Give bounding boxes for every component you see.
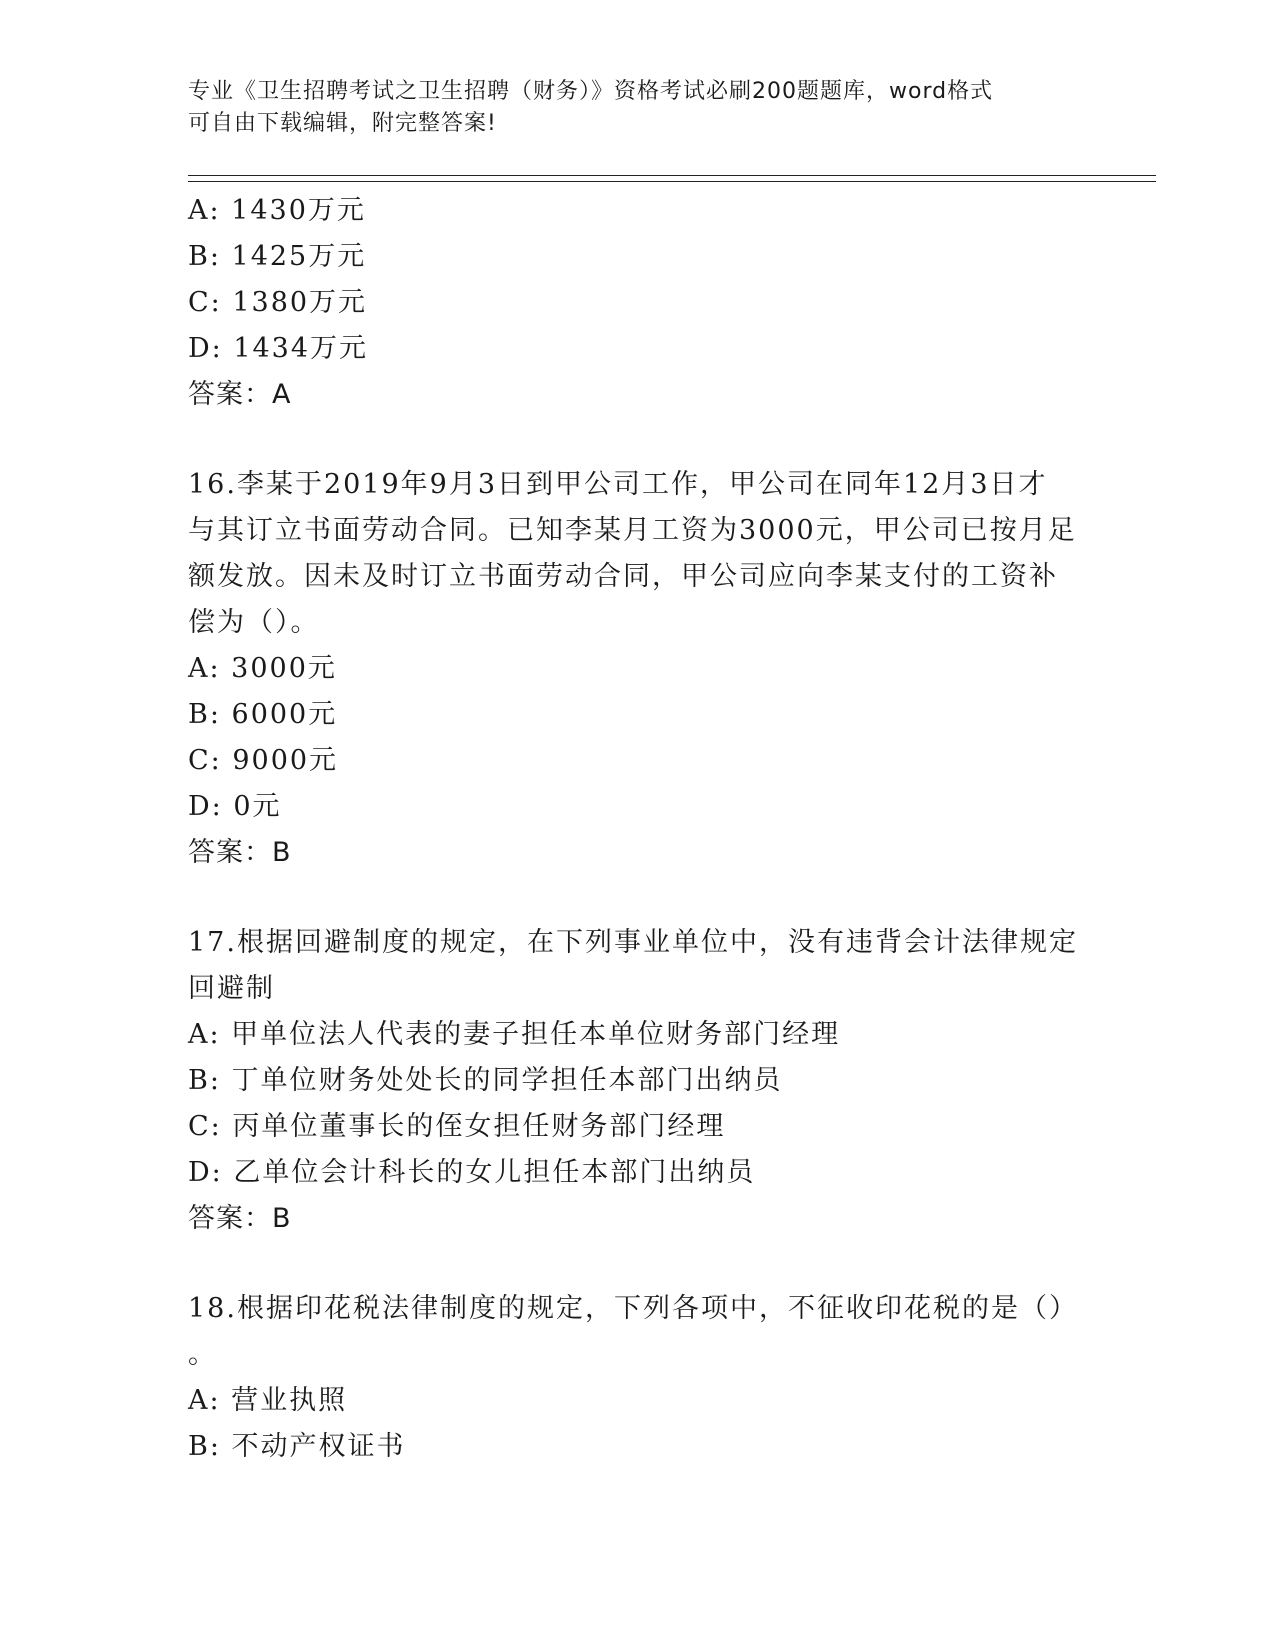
option-d: D: 乙单位会计科长的女儿担任本部门出纳员 [188,1157,756,1188]
question-stem-line: 。 [188,1339,217,1370]
question-18 [188,1286,1088,1470]
question-stem-line: 18.根据印花税法律制度的规定，下列各项中，不征收印花税的是（） [188,1293,1078,1324]
option-b: B: 1425万元 [188,241,367,272]
question-stem-line: 16.李某于2019年9月3日到甲公司工作，甲公司在同年12月3日才 [188,469,1048,500]
header-title-line-1: 专业《卫生招聘考试之卫生招聘（财务）》资格考试必刷200题题库，word格式 [188,79,994,104]
question-16 [188,462,1088,876]
option-d: D: 0元 [188,791,282,822]
option-a: A: 甲单位法人代表的妻子担任本单位财务部门经理 [188,1019,841,1050]
option-c: C: 丙单位董事长的侄女担任财务部门经理 [188,1111,726,1142]
question-list [188,188,1088,1470]
question-17 [188,920,1088,1242]
header-title-line-2: 可自由下载编辑，附完整答案! [188,111,497,136]
question-stem-line: 17.根据回避制度的规定，在下列事业单位中，没有违背会计法律规定 [188,927,1078,958]
header-rule-top [188,175,1156,176]
question-stem-line: 额发放。因未及时订立书面劳动合同，甲公司应向李某支付的工资补 [188,561,1058,592]
option-c: C: 1380万元 [188,287,368,318]
answer: 答案：B [188,837,292,868]
header-rule-bottom [188,181,1156,182]
option-a: A: 营业执照 [188,1385,348,1416]
option-a: A: 3000元 [188,653,337,684]
option-b: B: 6000元 [188,699,338,730]
option-a: A: 1430万元 [188,195,366,226]
answer: 答案：A [188,379,292,410]
option-d: D: 1434万元 [188,333,369,364]
option-b: B: 丁单位财务处处长的同学担任本部门出纳员 [188,1065,783,1096]
document-header [188,76,1088,140]
question-stem-line: 偿为（）。 [188,607,320,638]
answer: 答案：B [188,1203,292,1234]
question-stem-line: 回避制 [188,973,275,1004]
question-15 [188,188,1088,418]
option-c: C: 9000元 [188,745,339,776]
question-stem-line: 与其订立书面劳动合同。已知李某月工资为3000元，甲公司已按月足 [188,515,1077,546]
option-b: B: 不动产权证书 [188,1431,406,1462]
